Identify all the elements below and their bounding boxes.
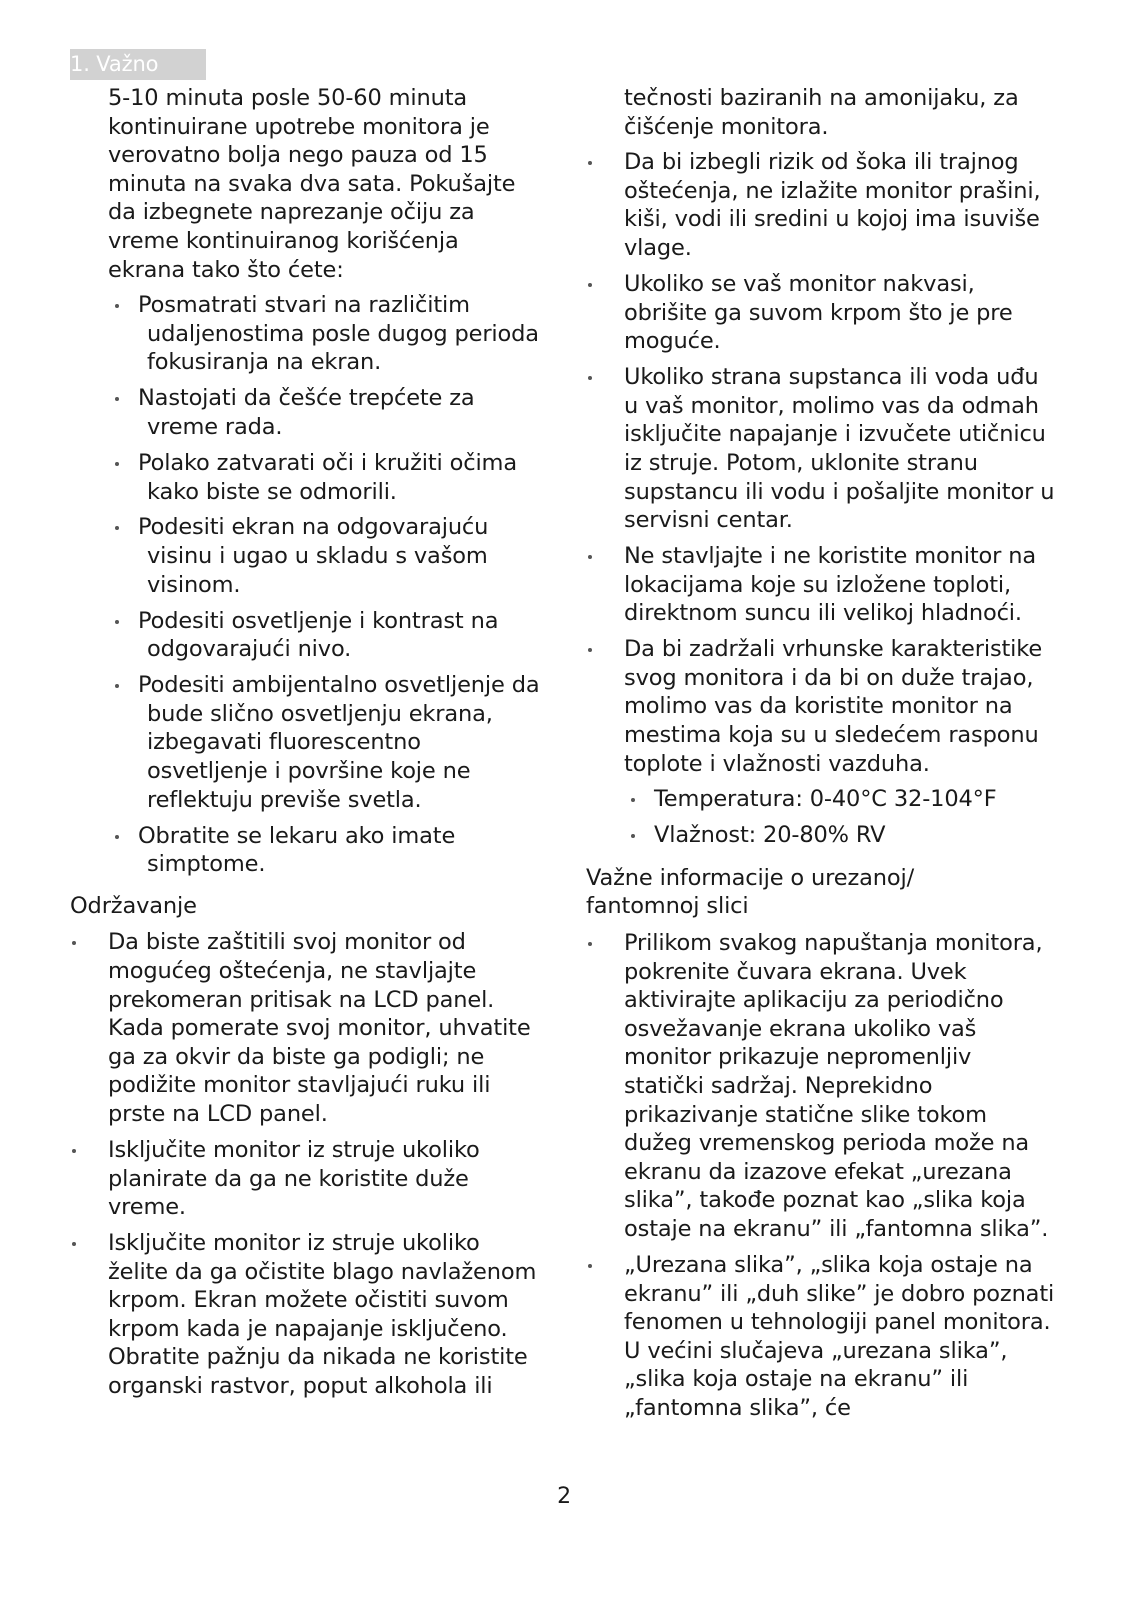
- continuation-text: tečnosti baziranih na amonijaku, za čišćenje monitora.: [624, 85, 1019, 140]
- bullet-icon: [588, 1264, 592, 1268]
- list-item: Podesiti ekran na odgovarajuću visinu i ugao u skladu s vašom visinom.: [108, 513, 540, 599]
- bullet-icon: [72, 1242, 76, 1246]
- bullet-icon: [588, 283, 592, 287]
- page-number: 2: [557, 1484, 571, 1509]
- bullet-icon: [631, 834, 635, 838]
- intro-paragraph: 5-10 minuta posle 50-60 minuta kontinuirane upotrebe monitora je verovatno bolja nego pauza od 15 minuta na svaka dva sata. Pokušajte da izbegnete naprezanje očiju za vreme kontinuiranog korišćenja ekrana tako što ćete:: [108, 85, 516, 283]
- bullet-icon: [115, 304, 119, 308]
- left-column: [70, 84, 540, 1401]
- maintenance-list: [70, 928, 540, 1400]
- bullet-icon: [115, 620, 119, 624]
- list-item: Ne stavljajte i ne koristite monitor na lokacijama koje su izložene toploti, direktnom suncu ili velikoj hladnoći.: [586, 542, 1056, 628]
- bullet-icon: [72, 941, 76, 945]
- burn-in-list: [586, 929, 1056, 1422]
- list-item: Ukoliko se vaš monitor nakvasi, obrišite ga suvom krpom što je pre moguće.: [586, 270, 1056, 356]
- bullet-icon: [588, 942, 592, 946]
- right-column: [586, 84, 1056, 1422]
- list-item: Temperatura: 0-40°C 32-104°F: [624, 785, 1056, 814]
- list-item: Da biste zaštitili svoj monitor od mogućeg oštećenja, ne stavljajte prekomeran pritisak na LCD panel. Kada pomerate svoj monitor, uhvatite ga za okvir da biste ga podigli; ne podižite monitor stavljajući ruku ili prste na LCD panel.: [70, 928, 540, 1128]
- list-item: Ukoliko strana supstanca ili voda uđu u vaš monitor, molimo vas da odmah isključite napajanje i izvučete utičnicu iz struje. Potom, uklonite stranu supstancu ili vodu i pošaljite monitor u servisni centar.: [586, 363, 1056, 535]
- list-item: Da bi izbegli rizik od šoka ili trajnog oštećenja, ne izlažite monitor prašini, kiši, vodi ili sredini u kojoj ima isuviše vlage.: [586, 148, 1056, 262]
- list-item: Polako zatvarati oči i kružiti očima kako biste se odmorili.: [108, 449, 540, 506]
- eye-tips-list: [108, 291, 540, 879]
- bullet-icon: [115, 397, 119, 401]
- section-tab: 1. Važno: [70, 49, 206, 80]
- bullet-icon: [115, 526, 119, 530]
- bullet-icon: [588, 161, 592, 165]
- list-item: Vlažnost: 20-80% RV: [624, 821, 1056, 850]
- list-item: Podesiti ambijentalno osvetljenje da bude slično osvetljenju ekrana, izbegavati fluorescentno osvetljenje i površine koje ne reflektuju previše svetla.: [108, 671, 540, 814]
- list-item: Isključite monitor iz struje ukoliko želite da ga očistite blago navlaženom krpom. Ekran možete očistiti suvom krpom kada je napajanje isključeno. Obratite pažnju da nikada ne koristite organski rastvor, poput alkohola ili: [70, 1229, 540, 1401]
- list-item: Nastojati da češće trepćete za vreme rada.: [108, 384, 540, 441]
- care-list: [586, 148, 1056, 850]
- bullet-icon: [588, 376, 592, 380]
- bullet-icon: [115, 462, 119, 466]
- list-item: Da bi zadržali vrhunske karakteristike svog monitora i da bi on duže trajao, molimo vas da koristite monitor na mestima koja su u sledećem rasponu toplote i vlažnosti vazduha. Temperatura: 0-40°C 32-104°F Vlažnost: 20-80% RV: [586, 635, 1056, 850]
- list-item: Podesiti osvetljenje i kontrast na odgovarajući nivo.: [108, 607, 540, 664]
- list-item: Posmatrati stvari na različitim udaljenostima posle dugog perioda fokusiranja na ekran.: [108, 291, 540, 377]
- list-item: Prilikom svakog napuštanja monitora, pokrenite čuvara ekrana. Uvek aktivirajte aplikaciju za periodično osvežavanje ekrana ukoliko vaš monitor prikazuje nepromenljiv statički sadržaj. Neprekidno prikazivanje statične slike tokom dužeg vremenskog perioda može na ekranu da izazove efekat „urezana slika”, takođe poznat kao „slika koja ostaje na ekranu” ili „fantomna slika”.: [586, 929, 1056, 1244]
- bullet-icon: [588, 555, 592, 559]
- burn-in-heading: Važne informacije o urezanoj/ fantomnoj slici: [586, 864, 915, 920]
- bullet-icon: [588, 648, 592, 652]
- bullet-icon: [115, 835, 119, 839]
- bullet-icon: [115, 684, 119, 688]
- conditions-list: [624, 785, 1056, 850]
- list-item: Isključite monitor iz struje ukoliko planirate da ga ne koristite duže vreme.: [70, 1136, 540, 1222]
- maintenance-heading: Održavanje: [70, 892, 197, 919]
- list-item: „Urezana slika”, „slika koja ostaje na ekranu” ili „duh slike” je dobro poznati fenomen u tehnologiji panel monitora. U većini slučajeva „urezana slika”, „slika koja ostaje na ekranu” ili „fantomna slika”, će: [586, 1251, 1056, 1423]
- list-item: Obratite se lekaru ako imate simptome.: [108, 822, 540, 879]
- bullet-icon: [72, 1149, 76, 1153]
- bullet-icon: [631, 798, 635, 802]
